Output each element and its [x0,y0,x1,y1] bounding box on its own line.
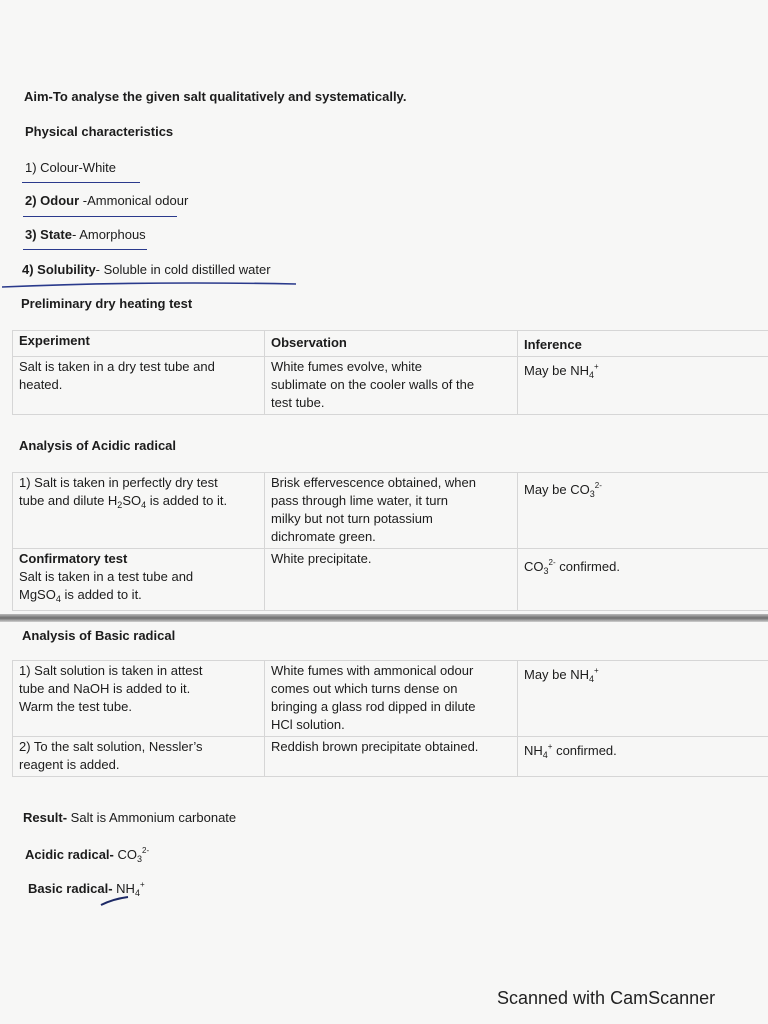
formula-subscript: 2 [117,500,123,510]
scan-fold-shadow [0,614,768,622]
formula-subscript: 4 [141,500,147,510]
observation-cell [265,473,518,549]
cell-text: sublimate on the cooler walls of the [271,377,475,392]
experiment-cell [13,357,265,415]
pen-underline [0,278,300,292]
physical-item-value: - Amorphous [71,227,146,242]
cell-text: reagent is added. [19,757,120,772]
result-text: Salt is Ammonium carbonate [67,810,237,825]
basic-table [12,660,768,777]
table-row [13,473,768,549]
pen-underline [22,182,140,183]
physical-item-odour [25,192,188,210]
formula-text: is added to it. [146,493,228,508]
observation-cell [265,357,518,415]
table-header-row [13,331,768,357]
formula-text: confirmed. [555,559,620,574]
observation-cell [265,549,518,611]
experiment-cell [13,661,265,737]
formula-subscript: 3 [543,566,549,576]
result-label: Result- [23,810,68,825]
inference-cell [518,357,768,415]
acidic-radical-formula [114,847,149,862]
cell-text: comes out which turns dense on [271,681,458,696]
table-row [13,357,768,415]
table-row [13,661,768,737]
confirmatory-title: Confirmatory test [19,551,128,566]
acidic-heading: Analysis of Acidic radical [19,438,177,453]
acidic-radical-label: Acidic radical- [25,847,114,862]
cell-text: Salt is taken in a dry test tube and [19,359,215,374]
pen-mark [98,894,132,908]
cell-text: Salt is taken in a test tube and [19,569,194,584]
acidic-table [12,472,768,611]
experiment-cell [13,737,265,777]
formula-superscript: 2- [142,846,150,855]
cell-text: heated. [19,377,63,392]
formula-text: CO [113,847,137,862]
formula-subscript: 3 [589,489,595,499]
cell-text [524,358,762,384]
formula-subscript: 4 [134,888,140,898]
formula-text: May be NH [524,363,590,378]
table-row [13,549,768,611]
cell-text [524,662,762,688]
cell-text [524,554,762,580]
physical-item-value: - Soluble in cold distilled water [95,262,271,277]
cell-text: test tube. [271,395,325,410]
formula-subscript: 3 [137,854,143,864]
observation-cell [265,737,518,777]
cell-text: White fumes with ammonical odour [271,663,474,678]
cell-text: 1) Salt is taken in perfectly dry test [19,475,218,490]
physical-item-label: 3) State [25,227,72,242]
formula-subscript: 4 [589,370,595,380]
basic-heading: Analysis of Basic radical [22,628,176,643]
cell-text: Warm the test tube. [19,699,132,714]
cell-text: White fumes evolve, white [271,359,423,374]
physical-item-label: 1) Colour- [25,160,83,175]
inference-cell [518,737,768,777]
pen-underline [23,249,147,250]
formula-superscript: + [139,880,145,889]
physical-item-value: White [82,160,117,175]
observation-cell [265,661,518,737]
cell-text: bringing a glass rod dipped in dilute [271,699,476,714]
cell-text: pass through lime water, it turn [271,493,449,508]
inference-cell [518,473,768,549]
inference-cell [518,661,768,737]
experiment-cell [13,473,265,549]
inference-cell [518,549,768,611]
cell-text [19,492,258,514]
cell-text: Reddish brown precipitate obtained. [271,739,479,754]
result-line [23,809,236,827]
formula-text: MgSO [19,587,56,602]
cell-text [524,738,762,764]
cell-text: 2) To the salt solution, Nessler’s [19,739,203,754]
physical-heading: Physical characteristics [25,124,174,139]
cell-text: HCl solution. [271,717,345,732]
camscanner-watermark: Scanned with CamScanner [497,988,716,1008]
pen-underline [23,216,177,217]
formula-text: tube and dilute H [19,493,118,508]
basic-radical-label: Basic radical- [28,881,113,896]
formula-text: confirmed. [552,743,617,758]
cell-text: White precipitate. [271,551,372,566]
physical-item-state [25,226,146,244]
formula-subscript: 4 [55,594,61,604]
formula-superscript: 2- [594,481,602,490]
acidic-radical-line [25,842,149,868]
header-inference: Inference [518,331,768,357]
formula-text: CO [524,559,544,574]
cell-text: dichromate green. [271,529,376,544]
cell-text [524,477,762,503]
formula-superscript: + [594,362,599,371]
formula-superscript: 2- [548,558,556,567]
physical-item-solubility [22,261,271,279]
dry-heating-table [12,330,768,415]
formula-text: May be NH [524,667,590,682]
cell-text: milky but not turn potassium [271,511,433,526]
dry-heating-heading: Preliminary dry heating test [21,296,193,311]
table-row [13,737,768,777]
formula-text: May be CO [524,482,590,497]
formula-subscript: 4 [589,674,595,684]
formula-text: SO [122,493,142,508]
header-observation: Observation [265,331,518,357]
aim-heading: Aim-To analyse the given salt qualitatively and systematically. [24,89,407,104]
physical-item-label: 2) Odour [25,193,80,208]
cell-text [19,586,258,608]
header-experiment: Experiment [13,331,265,357]
formula-superscript: + [547,742,553,751]
physical-item-colour [25,159,116,177]
formula-text: NH [112,881,135,896]
cell-text: tube and NaOH is added to it. [19,681,191,696]
cell-text: Brisk effervescence obtained, when [271,475,476,490]
experiment-cell [13,549,265,611]
physical-item-label: 4) Solubility [22,262,96,277]
formula-text: NH [524,743,543,758]
physical-item-value: -Ammonical odour [79,193,189,208]
formula-text: is added to it. [60,587,142,602]
formula-superscript: + [594,666,599,675]
formula-subscript: 4 [542,750,548,760]
cell-text: 1) Salt solution is taken in attest [19,663,203,678]
